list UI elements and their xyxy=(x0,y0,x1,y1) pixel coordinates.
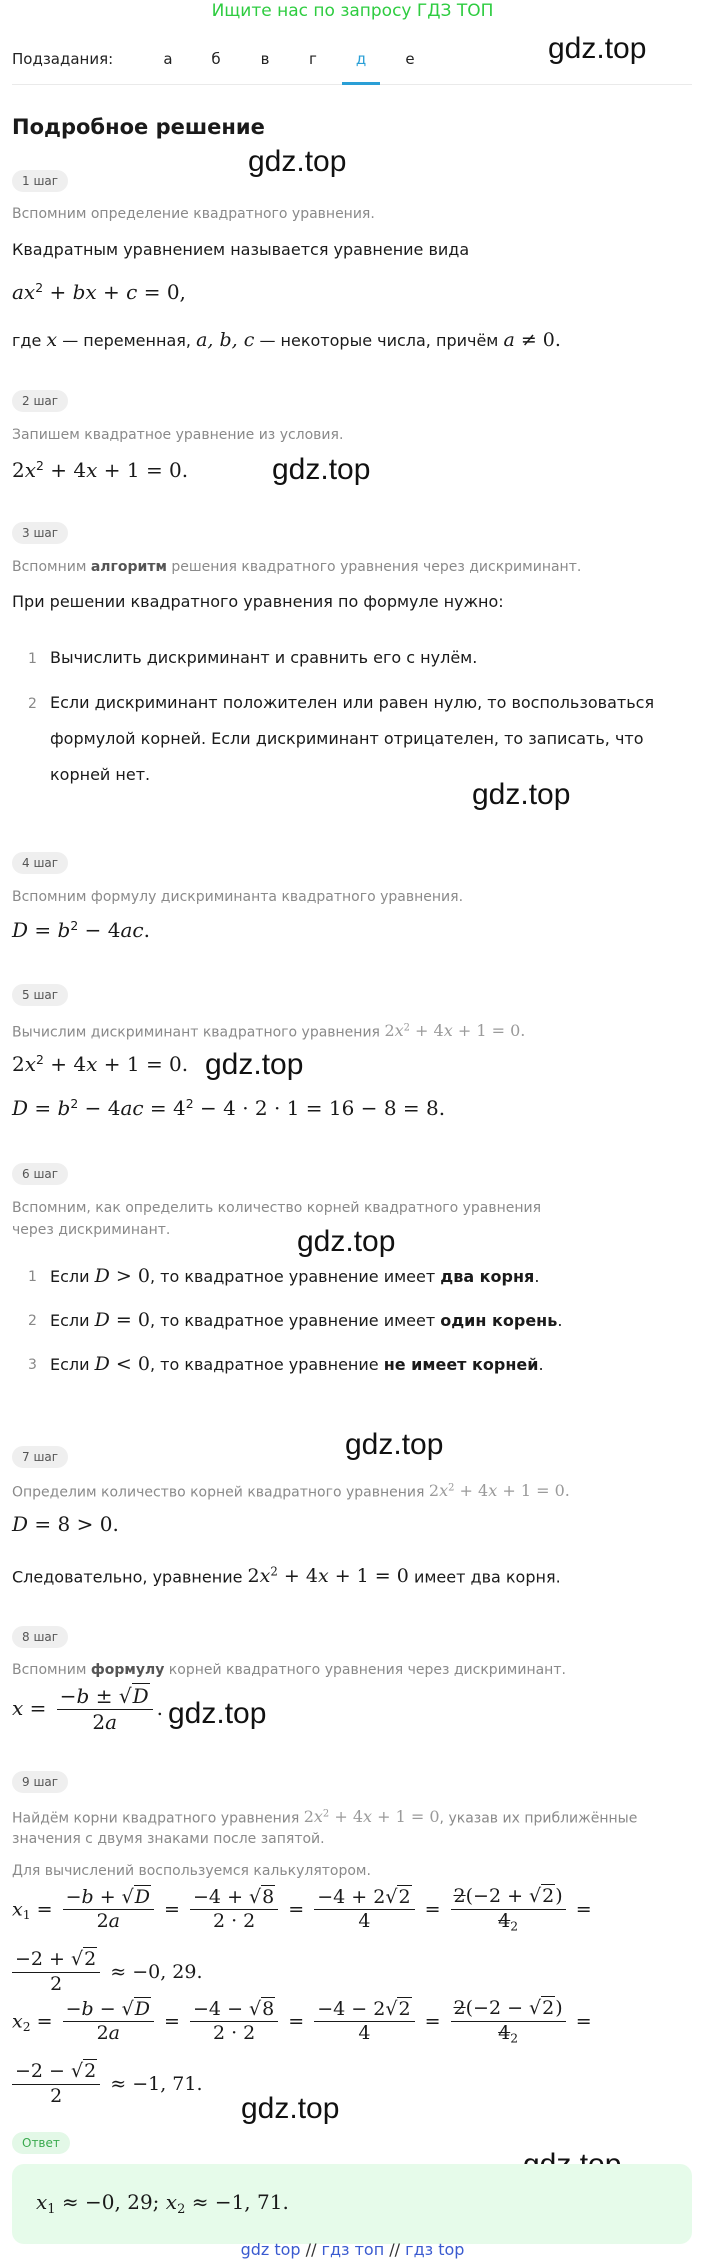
step-note: Вспомним алгоритм решения квадратного уравнения через дискриминант. xyxy=(12,559,582,575)
answer-badge: Ответ xyxy=(12,2132,70,2154)
watermark: gdz.top xyxy=(272,453,371,486)
tab-b[interactable]: б xyxy=(211,50,221,68)
step-badge: 9 шаг xyxy=(12,1771,68,1793)
watermark: gdz.top xyxy=(248,145,347,178)
list-item: 1 Если D > 0, то квадратное уравнение имеет два корня. xyxy=(28,1265,540,1287)
tab-a[interactable]: а xyxy=(163,50,173,68)
solution-heading: Подробное решение xyxy=(12,115,265,139)
step-note: Определим количество корней квадратного уравнения $2x^2 + 4x + 1 = 0$. xyxy=(12,1481,570,1501)
tab-g[interactable]: г xyxy=(309,50,317,68)
footer-links: gdz top // гдз топ // гдз top xyxy=(240,2240,465,2259)
step-badge: 6 шаг xyxy=(12,1163,68,1185)
formula-root-x1-result: $\frac{-2 + √2}{2}$ ≈ −0, 29. xyxy=(12,1948,203,1997)
step-conclusion: Следовательно, уравнение $2x^2 + 4x + 1 = 0$ имеет два корня. xyxy=(12,1565,561,1588)
formula-root-x2-result: $\frac{-2 - √2}{2}$ ≈ −1, 71. xyxy=(12,2060,203,2109)
watermark: gdz.top xyxy=(345,1428,444,1461)
step-note: значения с двумя знаками после запятой. xyxy=(12,1831,325,1847)
step-badge: 8 шаг xyxy=(12,1626,68,1648)
step-note: Вычислим дискриминант квадратного уравнения $2x^2 + 4x + 1 = 0$. xyxy=(12,1021,526,1041)
formula-discriminant-value: $D = b^2 - 4ac = 4^2 - 4 \cdot 2 \cdot 1 = 16 - 8 = 8$. xyxy=(12,1096,446,1120)
subtask-label: Подзадания: xyxy=(12,50,114,68)
step-text: При решении квадратного уравнения по формуле нужно: xyxy=(12,592,504,611)
step-badge: 5 шаг xyxy=(12,984,68,1006)
step-note: Вспомним, как определить количество корней квадратного уравнения через дискриминант. xyxy=(12,1200,542,1238)
formula-discriminant: $D = b^2 - 4ac$. xyxy=(12,918,150,942)
footer-link[interactable]: gdz top xyxy=(240,2240,301,2259)
step-note: Вспомним формулу дискриминанта квадратного уравнения. xyxy=(12,889,464,905)
step-badge: 4 шаг xyxy=(12,852,68,874)
formula-discriminant-positive: D = 8 > 0. xyxy=(12,1512,119,1536)
step-note: Запишем квадратное уравнение из условия. xyxy=(12,427,344,443)
answer-text: $x_1 \approx -0$, 29; $x_2 \approx -1$, 71. xyxy=(36,2190,289,2217)
list-item: 2 Если дискриминант положителен или равен нулю, то воспользоваться формулой корней. Если дискриминант отрицателен, то записать, что корней нет. xyxy=(28,693,655,784)
list-item: 3 Если D < 0, то квадратное уравнение не имеет корней. xyxy=(28,1353,544,1375)
formula-given-equation: $2x^2 + 4x + 1 = 0$. xyxy=(12,1052,189,1076)
watermark: gdz.top xyxy=(168,1697,267,1730)
formula-given-equation: $2x^2 + 4x + 1 = 0$. xyxy=(12,458,189,482)
tab-e[interactable]: е xyxy=(405,50,415,68)
watermark: gdz.top xyxy=(241,2092,340,2125)
step-note: Для вычислений воспользуемся калькулятором. xyxy=(12,1863,371,1879)
watermark: gdz.top xyxy=(205,1048,304,1081)
step-note: Вспомним определение квадратного уравнения. xyxy=(12,206,375,222)
formula-root-x1: $x_1$ = $\frac{-b + √D}{2a}$ = $\frac{-4 + √8}{2 \cdot 2}$ = $\frac{-4 + 2√2}{4}$ = $\frac{2(-2 + √2)}{4_2}$ = xyxy=(12,1885,592,1934)
watermark: gdz.top xyxy=(297,1225,396,1258)
step-badge: 2 шаг xyxy=(12,390,68,412)
watermark: gdz.top xyxy=(548,32,647,65)
formula-general-quadratic: $ax^2$ + bx + c = 0, xyxy=(12,280,186,304)
step-badge: 3 шаг xyxy=(12,522,68,544)
step-note: Вспомним формулу корней квадратного уравнения через дискриминант. xyxy=(12,1662,566,1678)
list-item: 2 Если D = 0, то квадратное уравнение имеет один корень. xyxy=(28,1309,563,1331)
formula-roots: x = $\frac{-b \pm √D}{2a}$ . xyxy=(12,1684,163,1734)
step-note: Найдём корни квадратного уравнения $2x^2 + 4x + 1 = 0$, указав их приближённые xyxy=(12,1807,638,1827)
step-badge: 7 шаг xyxy=(12,1446,68,1468)
footer-link[interactable]: гдз топ xyxy=(321,2240,385,2259)
tab-d[interactable]: д xyxy=(342,50,380,85)
step-text: Квадратным уравнением называется уравнение вида xyxy=(12,240,470,259)
tab-v[interactable]: в xyxy=(260,50,270,68)
step-badge: 1 шаг xyxy=(12,170,68,192)
formula-root-x2: $x_2$ = $\frac{-b - √D}{2a}$ = $\frac{-4 - √8}{2 \cdot 2}$ = $\frac{-4 - 2√2}{4}$ = $\frac{2(-2 - √2)}{4_2}$ = xyxy=(12,1997,592,2046)
top-banner[interactable]: Ищите нас по запросу ГДЗ ТОП xyxy=(211,1,494,21)
footer-link[interactable]: гдз top xyxy=(405,2240,465,2259)
step-text-variables: где x — переменная, a, b, c — некоторые числа, причём a ≠ 0. xyxy=(12,329,561,351)
watermark: gdz.top xyxy=(472,778,571,811)
list-item: 1 Вычислить дискриминант и сравнить его с нулём. xyxy=(28,648,478,667)
answer-box xyxy=(12,2164,692,2244)
